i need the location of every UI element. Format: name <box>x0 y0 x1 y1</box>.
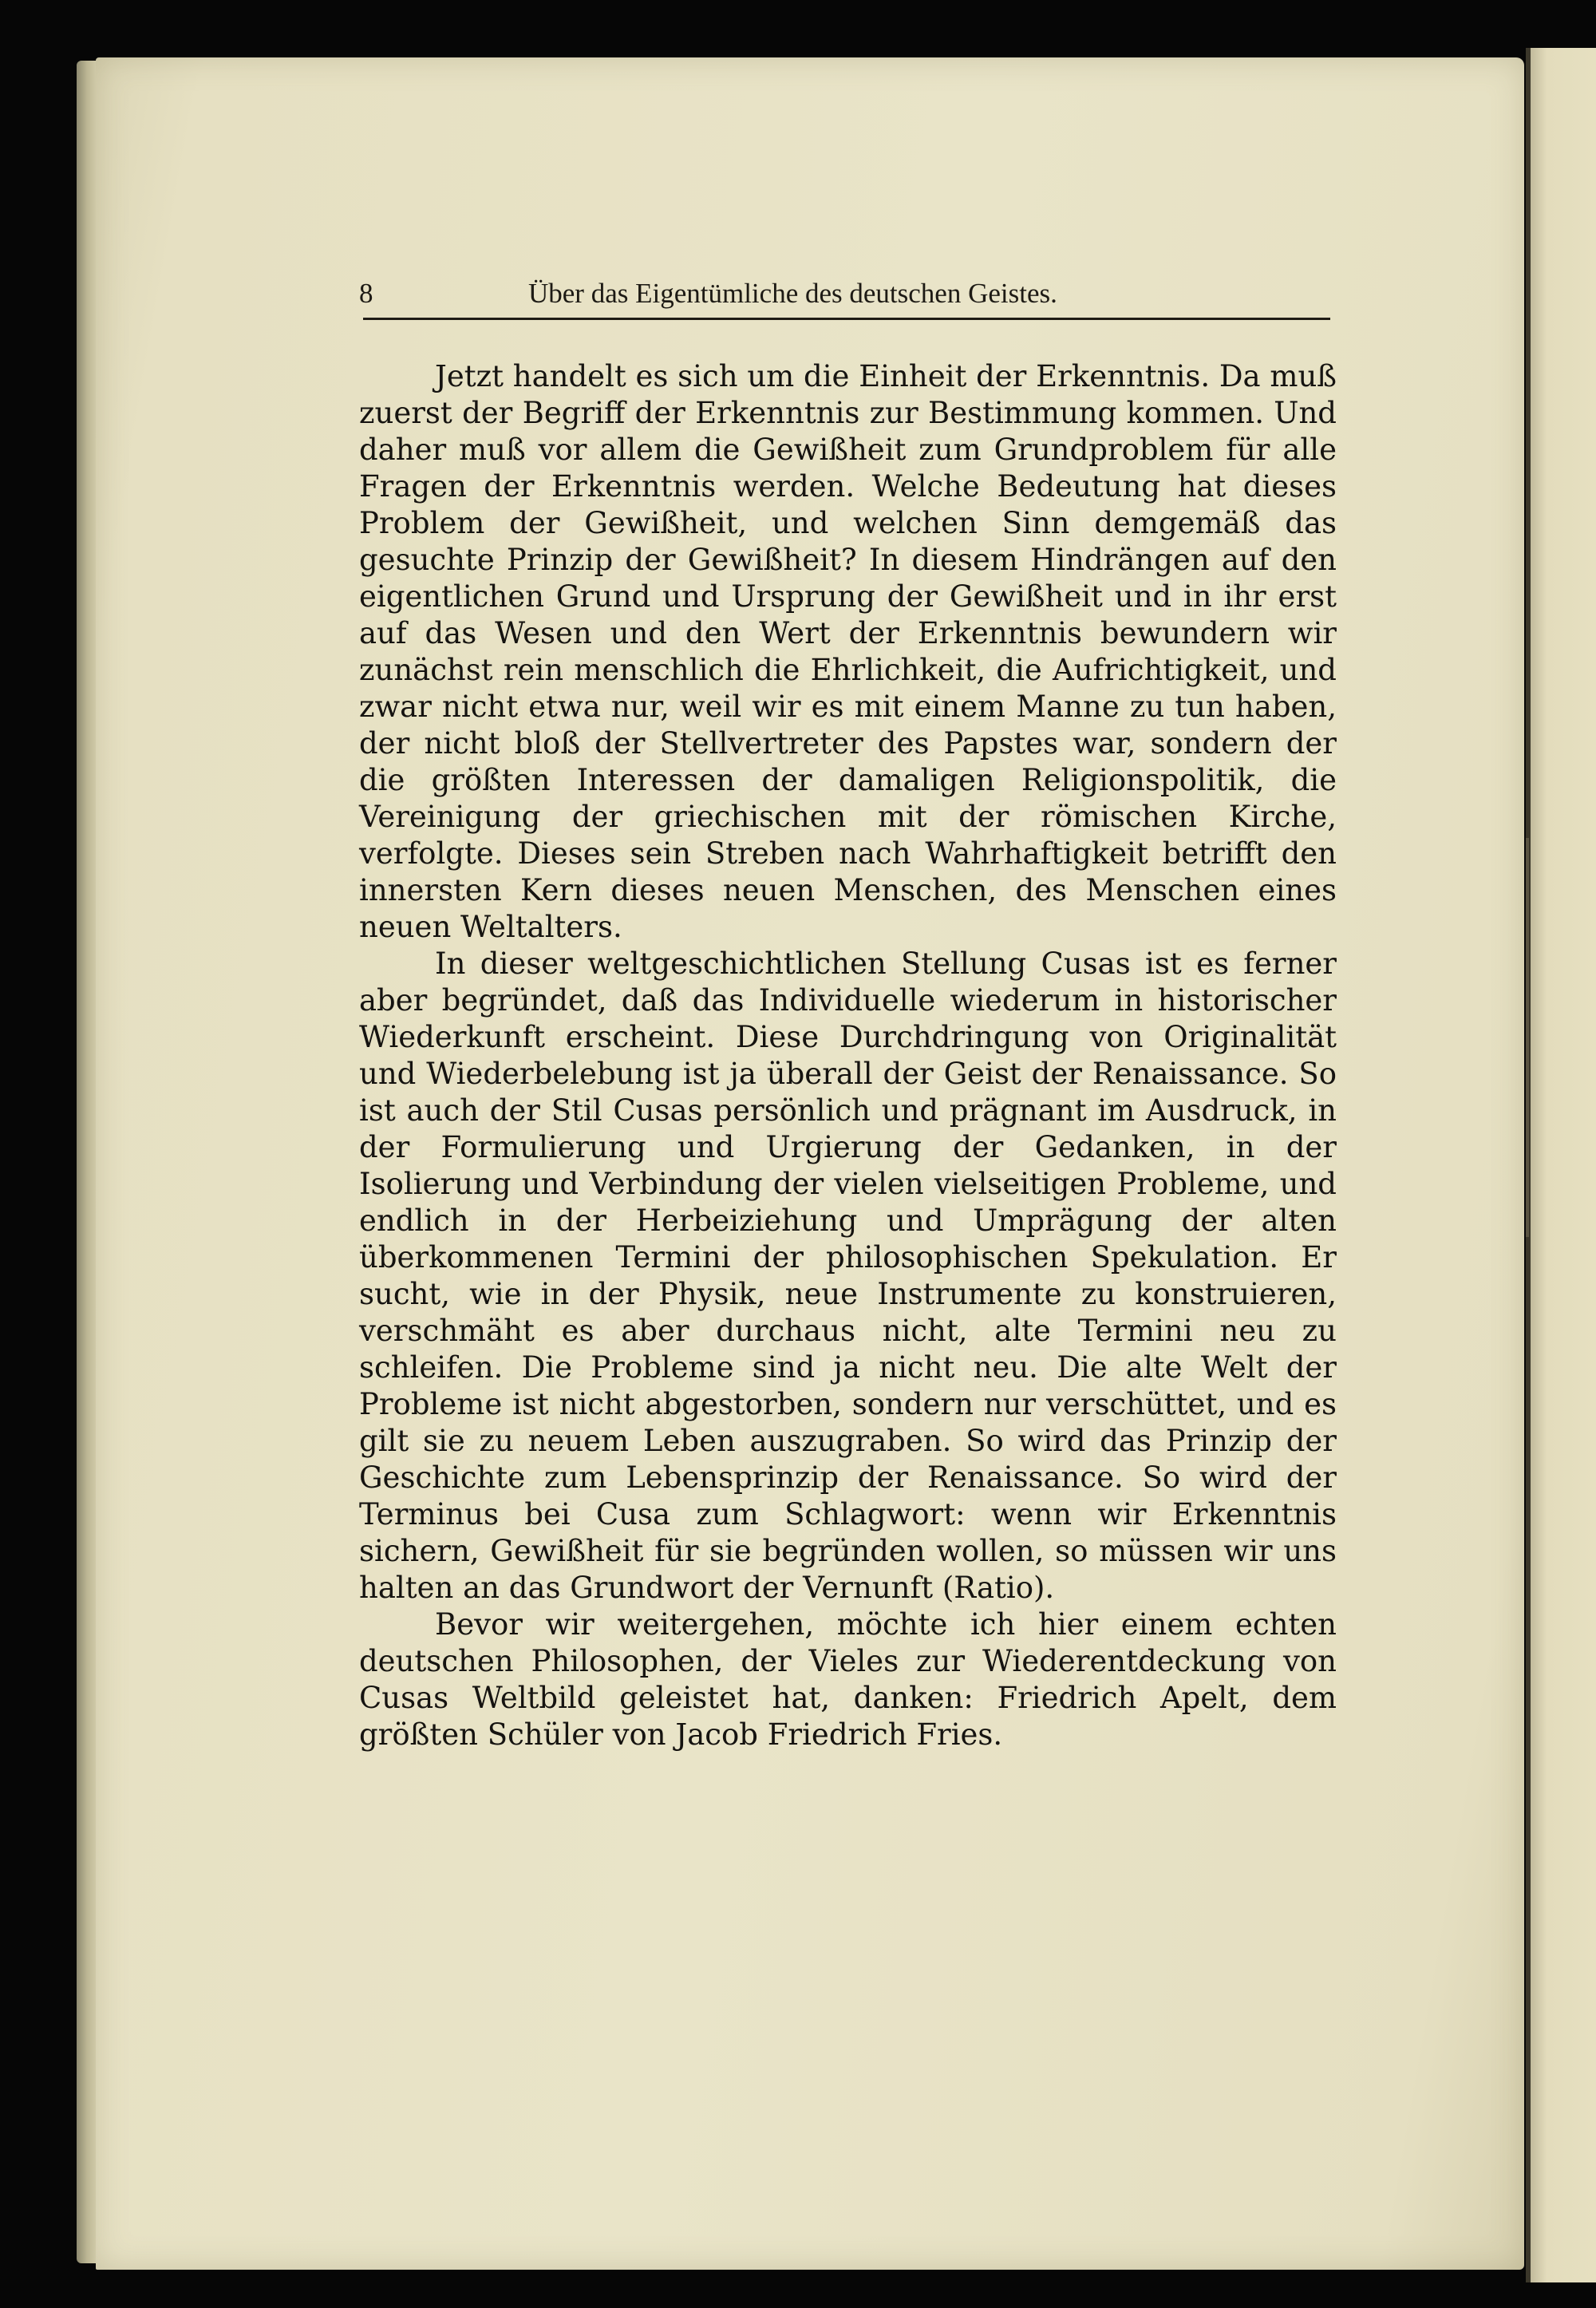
paragraph: In dieser weltgeschichtlichen Stellung Cusas ist es ferner aber begründet, daß das Individuelle wiederum in historischer Wiederkunft erscheint. Diese Durchdringung von Originalität und Wiederbelebung ist ja überall der Geist der Renaissance. So ist auch der Stil Cusas persönlich und prägnant im Ausdruck, in der Formulierung und Urgierung der Gedanken, in der Isolierung und Verbindung der vielen vielseitigen Probleme, und endlich in der Herbeiziehung und Umprägung der alten überkommenen Termini der philosophischen Spekulation. Er sucht, wie in der Physik, neue Instrumente zu konstruieren, verschmäht es aber durchaus nicht, alte Termini neu zu schleifen. Die Probleme sind ja nicht neu. Die alte Welt der Probleme ist nicht abgestorben, sondern nur verschüttet, und es gilt sie zu neuem Leben auszugraben. So wird das Prinzip der Geschichte zum Lebensprinzip der Renaissance. So wird der Terminus bei Cusa zum Schlagwort: wenn wir Erkenntnis sichern, Gewißheit für sie begründen wollen, so müssen wir uns halten an das Grundwort der Vernunft (Ratio). <box>359 947 1337 1605</box>
paragraph: Bevor wir weitergehen, möchte ich hier einem echten deutschen Philosophen, der Vieles zur Wiederentdeckung von Cusas Weltbild geleistet hat, danken: Friedrich Apelt, dem größten Schüler von Jacob Friedrich Fries. <box>359 1607 1337 1752</box>
fold-line <box>1526 838 1529 1237</box>
paragraph: Jetzt handelt es sich um die Einheit der Erkenntnis. Da muß zuerst der Begriff der Erkenntnis zur Bestimmung kommen. Und daher muß vor allem die Gewißheit zum Grundproblem für alle Fragen der Erkenntnis werden. Welche Bedeutung hat dieses Problem der Gewißheit, und welchen Sinn demgemäß das gesuchte Prinzip der Gewißheit? In diesem Hindrängen auf den eigentlichen Grund und Ursprung der Gewißheit und in ihr erst auf das Wesen und den Wert der Erkenntnis bewundern wir zunächst rein menschlich die Ehrlichkeit, die Aufrichtigkeit, und zwar nicht etwa nur, weil wir es mit einem Manne zu tun haben, der nicht bloß der Stellvertreter des Papstes war, sondern der die größten Interessen der damaligen Religionspolitik, die Vereinigung der griechischen mit der römischen Kirche, verfolgte. Dieses sein Streben nach Wahrhaftigkeit betrifft den innersten Kern dieses neuen Menschen, des Menschen eines neuen Weltalters. <box>359 359 1337 944</box>
body-text <box>359 358 1337 1753</box>
running-head <box>359 278 1329 318</box>
running-head-title: Über das Eigentümliche des deutschen Geistes. <box>528 278 1057 309</box>
page-number: 8 <box>359 278 373 309</box>
facing-page-edge <box>1526 48 1596 2282</box>
header-rule <box>363 318 1330 320</box>
